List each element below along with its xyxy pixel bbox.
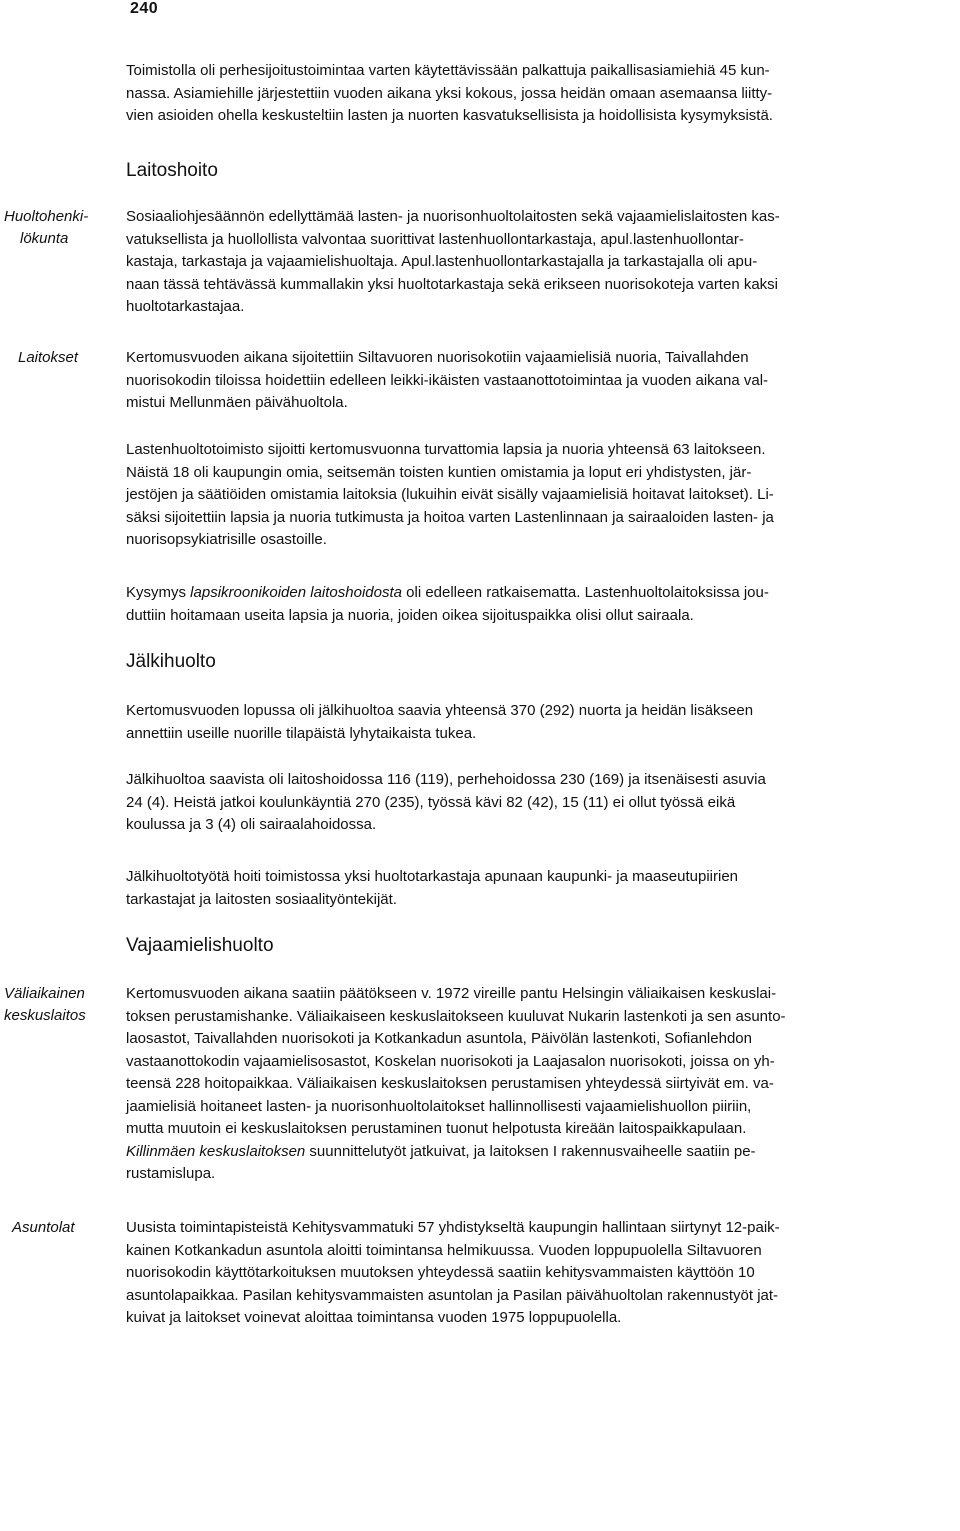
text-span: Kysymys: [126, 584, 191, 601]
text-line: huoltotarkastajaa.: [126, 298, 245, 315]
text-line: kainen Kotkankadun asuntola aloitti toimintansa helmikuussa. Vuoden loppupuolella Siltavuoren: [126, 1241, 762, 1259]
margin-line: Huoltohenki-: [4, 208, 89, 225]
text-line: toksen perustamishanke. Väliaikaiseen keskuslaitokseen kuuluvat Nukarin lastenkoti ja sen asunto-: [126, 1007, 786, 1025]
valiaikainen-paragraph: [126, 983, 952, 1186]
text-line: Kertomusvuoden aikana sijoitettiin Siltavuoren nuorisokotiin vajaamielisiä nuoria, Taivallahden: [126, 349, 749, 366]
text-line: Jälkihuoltotyötä hoiti toimistossa yksi huoltotarkastaja apunaan kaupunki- ja maaseutupiirien: [126, 868, 739, 885]
text-line: Näistä 18 oli kaupungin omia, seitsemän toisten kuntien omistamia ja loput eri yhdistysten, jär-: [126, 463, 752, 481]
section-heading-jalkihuolto: Jälkihuolto: [126, 651, 216, 672]
text-line: Jälkihuoltoa saavista oli laitoshoidossa 116 (119), perhehoidossa 230 (169) ja itsenäisesti asuvia: [126, 771, 766, 788]
italic-term: Killinmäen keskuslaitoksen: [126, 1142, 306, 1160]
text-line: mistui Mellunmäen päivähuoltola.: [126, 394, 348, 411]
text-line: asuntolapaikkaa. Pasilan kehitysvammaisten asuntolan ja Pasilan päivähuoltolan rakennustyöt jat-: [126, 1286, 779, 1304]
text-line: Uusista toimintapisteistä Kehitysvammatuki 57 yhdistykseltä kaupungin hallintaan siirtynyt 12-paik-: [126, 1219, 780, 1236]
text-line: rustamislupa.: [126, 1165, 216, 1182]
text-line: Lastenhuoltotoimisto sijoitti kertomusvuonna turvattomia lapsia ja nuoria yhteensä 63 laitokseen.: [126, 441, 766, 458]
text-span: oli edelleen ratkaisematta. Lastenhuoltolaitoksissa jou-: [401, 584, 769, 601]
text-line: Kertomusvuoden aikana saatiin päätökseen v. 1972 vireille pantu Helsingin väliaikaisen keskuslai-: [126, 985, 777, 1002]
text-line: säksi sijoitettiin lapsia ja nuoria tutkimusta ja hoitoa varten Lastenlinnaan ja sairaaloiden lasten- ja: [126, 508, 774, 526]
margin-note-valiaikainen-keskuslaitos: [4, 983, 116, 1027]
asuntolat-paragraph: [126, 1217, 952, 1330]
text-line: 24 (4). Heistä jatkoi koulunkäyntiä 270 (235), työssä kävi 82 (42), 15 (11) ei ollut työssä eikä: [126, 793, 736, 811]
text-line: duttiin hoitamaan useita lapsia ja nuoria, joiden oikea sijoituspaikka olisi ollut sairaala.: [126, 606, 694, 624]
margin-line: Väliaikainen: [4, 985, 85, 1002]
text-line: mutta muutoin ei keskuslaitoksen perustaminen tuonut helpotusta kireään laitospaikkapulaan.: [126, 1120, 747, 1137]
section-heading-laitoshoito: Laitoshoito: [126, 160, 218, 181]
jalkihuolto-paragraph-3: [126, 866, 952, 911]
text-line: [126, 1141, 952, 1164]
intro-paragraph: [126, 60, 952, 128]
text-line: nuorisopsykiatrisille osastoille.: [126, 531, 327, 548]
section-heading-vajaamielishuolto: Vajaamielishuolto: [126, 935, 274, 956]
text-line: laosastot, Taivallahden nuorisokoti ja Kotkankadun asuntola, Päivölän lastenkoti, Sofianlehdon: [126, 1030, 752, 1047]
text-line: jestöjen ja säätiöiden omistamia laitoksia (lukuihin eivät sisälly vajaamielisiä hoitavat laitokset). Li-: [126, 486, 774, 503]
jalkihuolto-paragraph-1: [126, 700, 952, 745]
text-line: vien asioiden ohella keskusteltiin lasten ja nuorten kasvatuksellisista ja hoidollisista kysymyksistä.: [126, 107, 773, 124]
margin-line: lökunta: [20, 230, 69, 247]
text-line: kuivat ja laitokset voinevat aloittaa toimintansa vuoden 1975 loppupuolella.: [126, 1309, 622, 1326]
text-line: nuorisokodin tiloissa hoidettiin edelleen leikki-ikäisten vastaanottotoimintaa ja vuoden aikana val-: [126, 371, 769, 389]
huoltohenkilokunta-paragraph: [126, 206, 952, 319]
text-line: tarkastajat ja laitosten sosiaalityöntekijät.: [126, 890, 397, 908]
kysymys-paragraph: [126, 582, 952, 627]
margin-note-asuntolat: Asuntolat: [12, 1219, 75, 1236]
text-span: suunnittelutyöt jatkuivat, ja laitoksen I rakennusvaiheelle saatiin pe-: [305, 1142, 756, 1160]
text-line: teensä 228 hoitopaikkaa. Väliaikaisen keskuslaitoksen perustamisen yhteydessä siirtyivät em. va-: [126, 1075, 774, 1092]
laitokset-paragraph: [126, 347, 952, 415]
text-line: vatuksellista ja huollollista valvontaa suorittivat lastenhuollontarkastaja, apul.lastenhuollontar-: [126, 230, 744, 248]
text-line: vastaanottokodin vajaamielisosastot, Koskelan nuorisokoti ja Laajasalon nuorisokoti, joissa on yh-: [126, 1052, 775, 1070]
jalkihuolto-paragraph-2: [126, 769, 952, 837]
margin-note-huoltohenkilokunta: [4, 206, 116, 250]
text-line: koulussa ja 3 (4) oli sairaalahoidossa.: [126, 816, 377, 833]
italic-term: lapsikroonikoiden laitoshoidosta: [190, 584, 402, 601]
sijoitukset-paragraph: [126, 439, 952, 552]
text-line: jaamielisiä hoitaneet lasten- ja nuorisonhuoltolaitokset hallinnollisesti vajaamielishuollon piiriin,: [126, 1097, 752, 1115]
text-line: Sosiaaliohjesäännön edellyttämää lasten- ja nuorisonhuoltolaitosten sekä vajaamielislaitosten kas-: [126, 208, 780, 225]
text-line: naan tässä tehtävässä kummallakin yksi huoltotarkastaja sekä erikseen nuorisokoteja varten kaksi: [126, 275, 779, 293]
text-line: annettiin useille nuorille tilapäistä lyhytaikaista tukea.: [126, 724, 477, 742]
text-line: nuorisokodin käyttötarkoituksen muutoksen yhteydessä saatiin kehitysvammaisten käyttöön 10: [126, 1264, 755, 1281]
text-line: Toimistolla oli perhesijoitustoimintaa varten käytettävissään palkattuja paikallisasiamiehiä 45 kun-: [126, 62, 770, 79]
margin-line: keskuslaitos: [4, 1007, 86, 1024]
text-line: nassa. Asiamiehille järjestettiin vuoden aikana yksi kokous, jossa heidän omaan asemaansa liitty-: [126, 84, 773, 102]
text-line: Kertomusvuoden lopussa oli jälkihuoltoa saavia yhteensä 370 (292) nuorta ja heidän lisäkseen: [126, 702, 754, 719]
page-number: 240: [130, 0, 159, 17]
text-line: kastaja, tarkastaja ja vajaamielishuoltaja. Apul.lastenhuollontarkastajalla ja tarkastajalla oli apu-: [126, 253, 758, 270]
margin-note-laitokset: Laitokset: [18, 349, 79, 366]
text-line: [126, 582, 952, 605]
